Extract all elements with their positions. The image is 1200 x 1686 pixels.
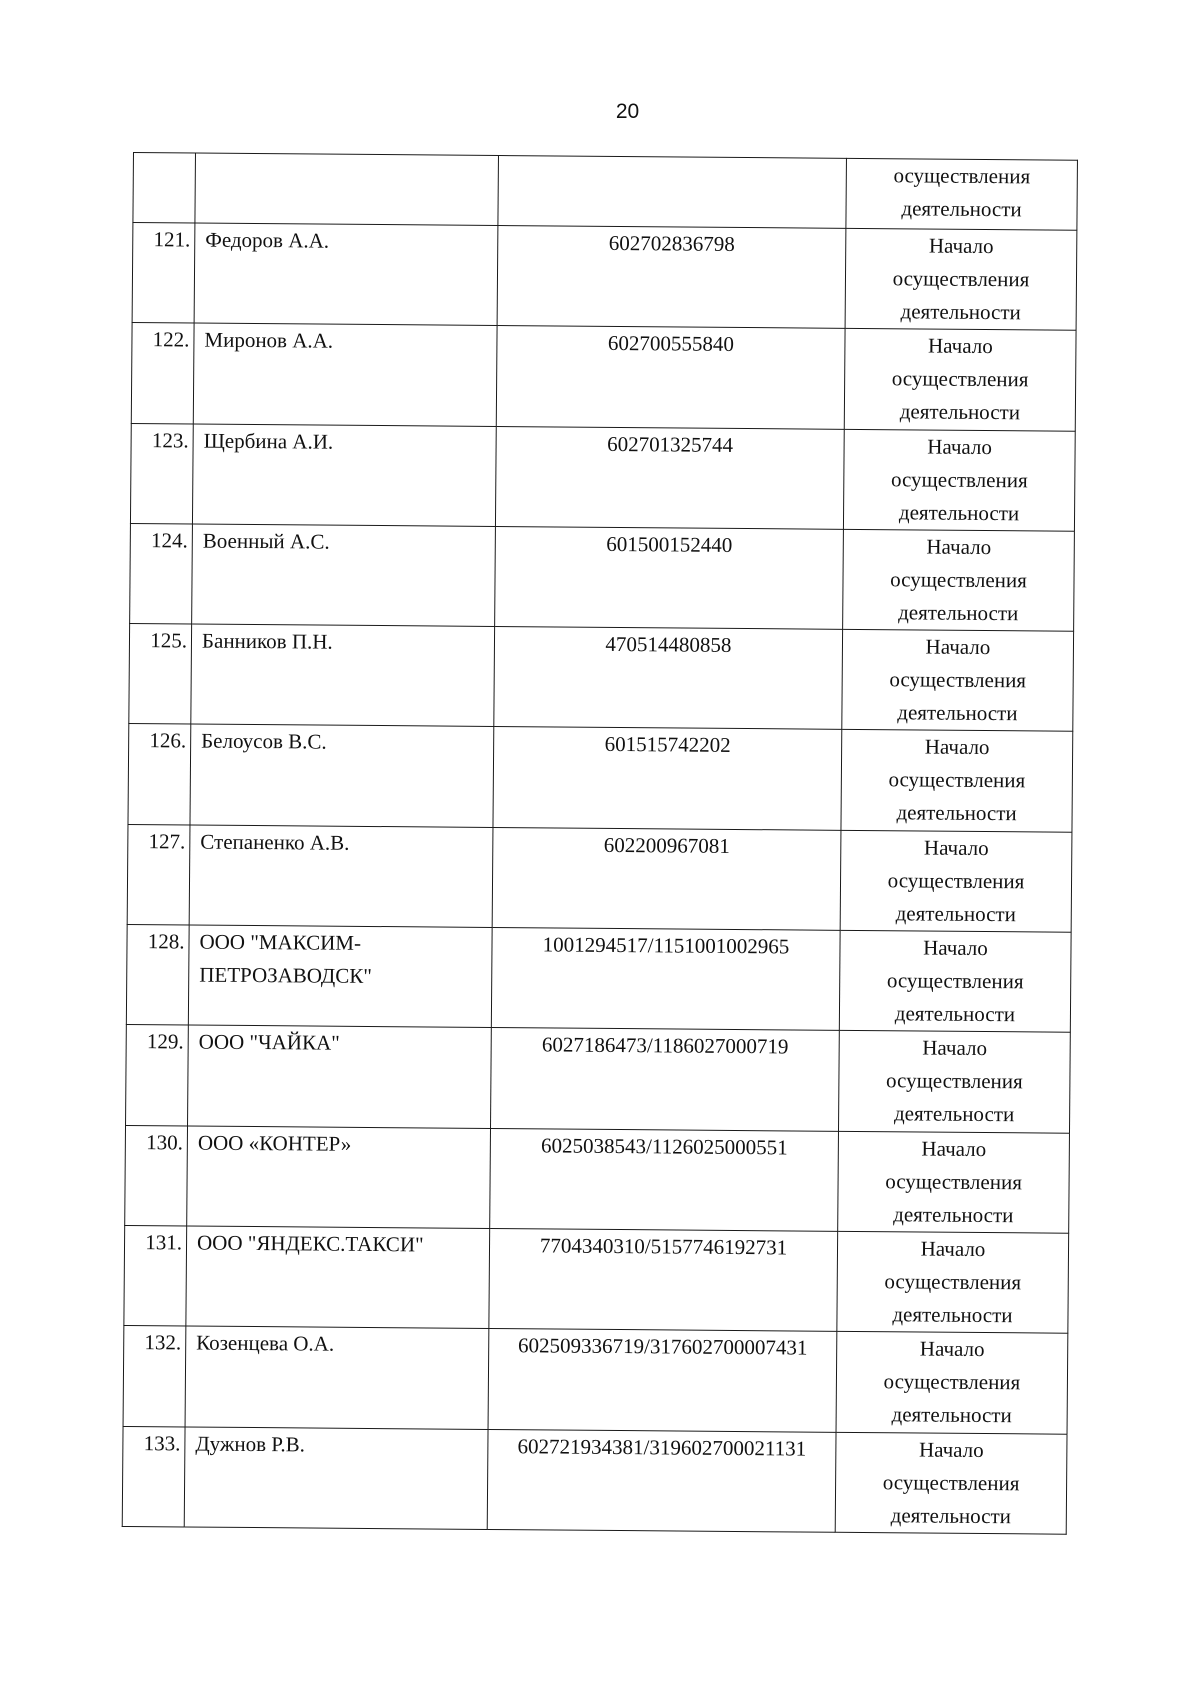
name-cell: ООО "ЧАЙКА" bbox=[188, 1025, 492, 1128]
status-cell bbox=[838, 1131, 1070, 1233]
number-cell: 130. bbox=[125, 1125, 188, 1226]
status-cell bbox=[846, 158, 1078, 230]
status-line: Начало bbox=[926, 534, 992, 559]
status-line: Начало bbox=[921, 1136, 987, 1161]
page-number: 20 bbox=[615, 100, 640, 123]
status-cell bbox=[845, 228, 1077, 330]
table-row bbox=[128, 724, 1073, 832]
table-row bbox=[129, 624, 1074, 732]
name-cell: Степаненко А.В. bbox=[189, 825, 493, 928]
number-cell: 128. bbox=[126, 925, 189, 1026]
inn-cell: 602702836798 bbox=[497, 225, 846, 328]
status-line: Начало bbox=[928, 233, 994, 259]
inn-cell: 1001294517/1151001002965 bbox=[491, 928, 840, 1031]
name-cell: Федоров А.А. bbox=[194, 223, 498, 326]
status-line: деятельности bbox=[890, 1502, 1012, 1528]
number-cell: 126. bbox=[128, 724, 191, 825]
table-row bbox=[126, 1025, 1071, 1133]
status-line: осуществления bbox=[885, 1168, 1023, 1194]
status-line: деятельности bbox=[901, 196, 1022, 222]
status-line: Начало bbox=[927, 333, 993, 359]
number-cell: 132. bbox=[123, 1326, 186, 1427]
status-line: деятельности bbox=[898, 499, 1020, 525]
table-row bbox=[132, 223, 1077, 331]
status-line: Начало bbox=[927, 434, 993, 459]
inn-cell: 601515742202 bbox=[493, 727, 842, 830]
inn-cell: 6027186473/1186027000719 bbox=[491, 1028, 840, 1131]
number-cell: 121. bbox=[132, 223, 195, 324]
status-line: Начало bbox=[920, 1236, 986, 1261]
status-line: деятельности bbox=[897, 700, 1018, 726]
status-line: осуществления bbox=[882, 1469, 1020, 1495]
name-cell: Дужнов Р.В. bbox=[184, 1427, 488, 1530]
status-cell bbox=[841, 730, 1073, 832]
number-cell: 125. bbox=[129, 624, 192, 725]
inn-cell: 601500152440 bbox=[495, 526, 844, 629]
status-line: Начало bbox=[925, 634, 991, 660]
status-line: осуществления bbox=[890, 567, 1027, 593]
table-row bbox=[130, 423, 1075, 531]
status-line: деятельности bbox=[895, 901, 1016, 927]
number-cell: 131. bbox=[124, 1225, 187, 1326]
number-cell bbox=[133, 153, 196, 224]
status-line: осуществления bbox=[890, 466, 1028, 492]
status-cell bbox=[844, 329, 1076, 431]
status-line: осуществления bbox=[886, 968, 1024, 994]
status-cell bbox=[843, 529, 1075, 631]
name-cell: Банников П.Н. bbox=[191, 624, 495, 727]
status-cell bbox=[837, 1231, 1069, 1333]
status-cell bbox=[839, 930, 1071, 1032]
inn-cell bbox=[498, 155, 847, 228]
status-cell bbox=[835, 1432, 1067, 1534]
status-line: осуществления bbox=[891, 366, 1029, 392]
status-line: осуществления bbox=[884, 1269, 1022, 1295]
inn-cell: 470514480858 bbox=[494, 627, 843, 730]
name-cell: Щербина А.И. bbox=[192, 424, 496, 527]
name-cell: ООО "ЯНДЕКС.ТАКСИ" bbox=[186, 1226, 490, 1329]
status-line: деятельности bbox=[898, 600, 1019, 626]
table-row bbox=[124, 1225, 1069, 1333]
name-cell: ООО "МАКСИМ-ПЕТРОЗАВОДСК" bbox=[188, 925, 492, 1028]
continuation-row bbox=[133, 153, 1078, 231]
name-cell bbox=[195, 153, 499, 225]
status-line: осуществления bbox=[893, 163, 1031, 189]
inn-cell: 602509336719/317602700007431 bbox=[488, 1329, 837, 1432]
number-cell: 122. bbox=[131, 323, 194, 424]
name-cell: Миронов А.А. bbox=[193, 323, 497, 426]
name-cell: Военный А.С. bbox=[192, 524, 496, 627]
status-line: деятельности bbox=[892, 1302, 1013, 1328]
status-line: деятельности bbox=[899, 399, 1021, 425]
inn-cell: 602200967081 bbox=[492, 827, 841, 930]
inn-cell: 7704340310/5157746192731 bbox=[489, 1228, 838, 1331]
status-line: деятельности bbox=[894, 1001, 1016, 1027]
status-cell bbox=[842, 630, 1074, 732]
table-row bbox=[122, 1426, 1067, 1534]
status-cell bbox=[843, 429, 1075, 531]
table-row bbox=[127, 824, 1072, 932]
status-line: деятельности bbox=[891, 1402, 1012, 1428]
table-row bbox=[125, 1125, 1070, 1233]
registry-table bbox=[122, 152, 1078, 1535]
registry-table-body bbox=[122, 153, 1077, 1535]
status-line: Начало bbox=[918, 1437, 984, 1462]
status-line: осуществления bbox=[885, 1068, 1023, 1094]
inn-cell: 602701325744 bbox=[495, 426, 844, 529]
inn-cell: 602721934381/319602700021131 bbox=[487, 1429, 836, 1532]
status-line: осуществления bbox=[888, 767, 1026, 793]
status-line: деятельности bbox=[893, 1201, 1014, 1227]
status-cell bbox=[840, 830, 1072, 932]
inn-cell: 602700555840 bbox=[496, 326, 845, 429]
number-cell: 133. bbox=[122, 1426, 185, 1527]
status-line: Начало bbox=[919, 1336, 985, 1362]
status-line: деятельности bbox=[896, 800, 1017, 826]
status-line: осуществления bbox=[892, 266, 1030, 292]
status-line: Начало bbox=[923, 835, 989, 860]
name-cell: Козенцева О.А. bbox=[185, 1326, 489, 1429]
number-cell: 123. bbox=[130, 423, 193, 524]
status-line: Начало bbox=[922, 1035, 988, 1061]
table-row bbox=[130, 523, 1075, 631]
status-line: Начало bbox=[924, 734, 990, 760]
status-line: осуществления bbox=[887, 867, 1025, 894]
name-cell: Белоусов В.С. bbox=[190, 724, 494, 827]
status-cell bbox=[838, 1031, 1070, 1133]
table-row bbox=[123, 1326, 1068, 1434]
number-cell: 127. bbox=[127, 824, 190, 925]
name-cell: ООО «КОНТЕР» bbox=[187, 1126, 491, 1229]
status-line: Начало bbox=[923, 935, 988, 961]
table-row bbox=[131, 323, 1076, 431]
status-line: осуществления bbox=[889, 667, 1027, 693]
number-cell: 124. bbox=[130, 523, 193, 624]
status-line: деятельности bbox=[900, 299, 1021, 325]
status-cell bbox=[836, 1332, 1068, 1434]
status-line: осуществления bbox=[883, 1369, 1021, 1395]
table-row bbox=[126, 925, 1071, 1033]
number-cell: 129. bbox=[126, 1025, 189, 1126]
status-line: деятельности bbox=[893, 1101, 1015, 1127]
inn-cell: 6025038543/1126025000551 bbox=[490, 1128, 839, 1231]
